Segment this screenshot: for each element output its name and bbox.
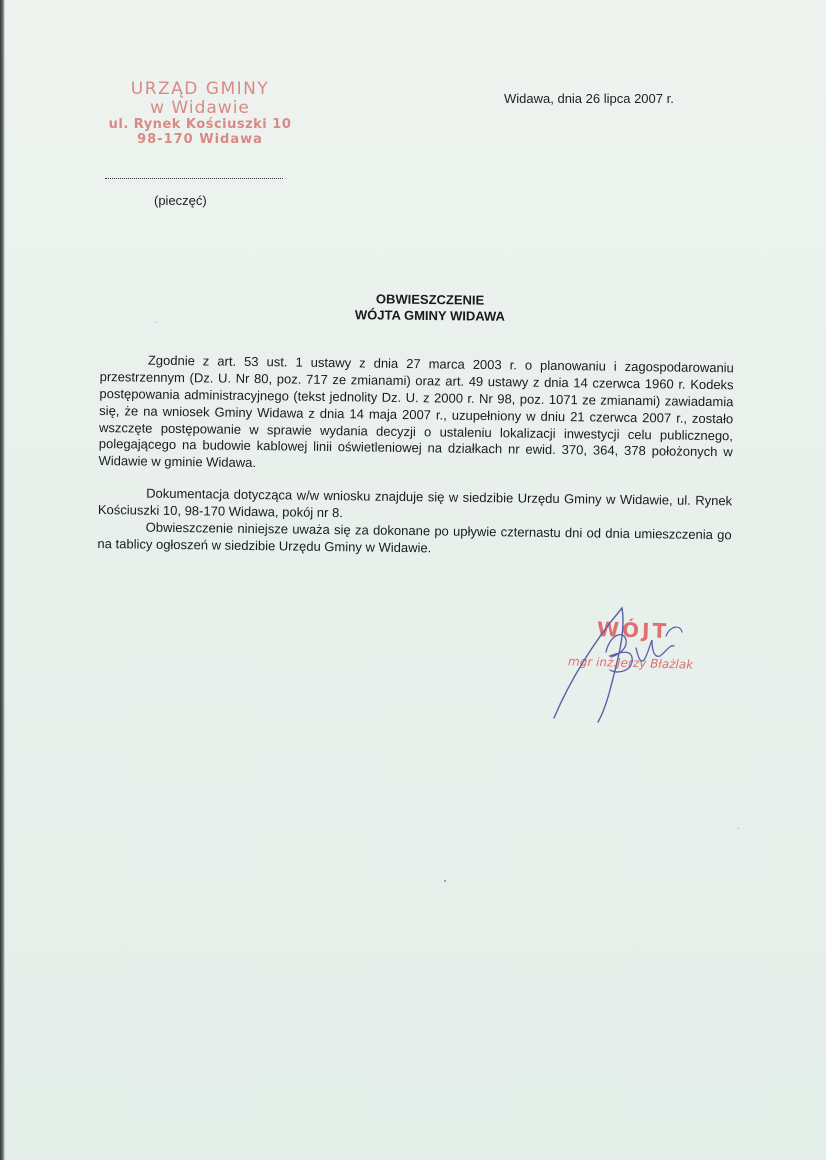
- body-paragraph-2: Dokumentacja dotycząca w/w wniosku znajduje się w siedzibie Urzędu Gminy w Widawie, ul. Rynek Kościuszki 10, 98-170 Widawa, pokój nr 8.: [97, 485, 733, 521]
- body-paragraph-3: Obwieszczenie niniejsze uważa się za dokonane po upływie czternastu dni od dnia umieszczenia go na tablicy ogłoszeń w siedzibie Urzędu Gminy w Widawie.: [97, 519, 732, 556]
- office-stamp: [100, 80, 300, 147]
- stamp-line-1: URZĄD GMINY: [130, 79, 270, 99]
- stamp-line-4: 98-170 Widawa: [137, 131, 263, 147]
- document-title: [280, 290, 580, 326]
- scan-speck: [738, 828, 739, 829]
- signature-stamp-name: mgr inż.Jerzy Błażlak: [567, 654, 694, 672]
- scan-speck: [156, 322, 157, 323]
- title-line-1: OBWIESZCZENIE: [375, 291, 485, 308]
- scan-edge: [0, 0, 5, 1160]
- scan-speck: [444, 880, 446, 882]
- handwritten-signature: [540, 600, 740, 730]
- seal-label: (pieczęć): [154, 193, 207, 208]
- stamp-line-3: ul. Rynek Kościuszki 10: [108, 117, 292, 133]
- body-paragraph-1: Zgodnie z art. 53 ust. 1 ustawy z dnia 27 marca 2003 r. o planowaniu i zagospodarowaniu przestrzennym (Dz. U. Nr 80, poz. 717 ze zmianami) oraz art. 49 ustawy z dnia 14 czerwca 1960 r. Kodeks postępowania administracyjnego (tekst jednolity Dz. U. z 2000 r. Nr 98, poz. 1071 ze zmianami) zawiadamia się, że na wniosek Gminy Widawa z dnia 14 maja 2007 r., uzupełniony w dniu 21 czerwca 2007 r., zostało wszczęte postępowanie w sprawie wydania decyzji o ustaleniu lokalizacji inwestycji celu publicznego, polegającego na budowie kablowej linii oświetleniowej na działkach nr ewid. 370, 364, 378 położonych w Widawie w gminie Widawa.: [98, 352, 734, 471]
- stamp-line-2: w Widawie: [150, 97, 250, 118]
- document-body: [97, 352, 734, 561]
- title-line-2: WÓJTA GMINY WIDAWA: [354, 307, 505, 325]
- signature-block: [540, 600, 740, 730]
- document-date: Widawa, dnia 26 lipca 2007 r.: [504, 91, 674, 106]
- signature-stamp-title: WÓJT: [596, 617, 670, 643]
- seal-dotted-line: [105, 178, 283, 179]
